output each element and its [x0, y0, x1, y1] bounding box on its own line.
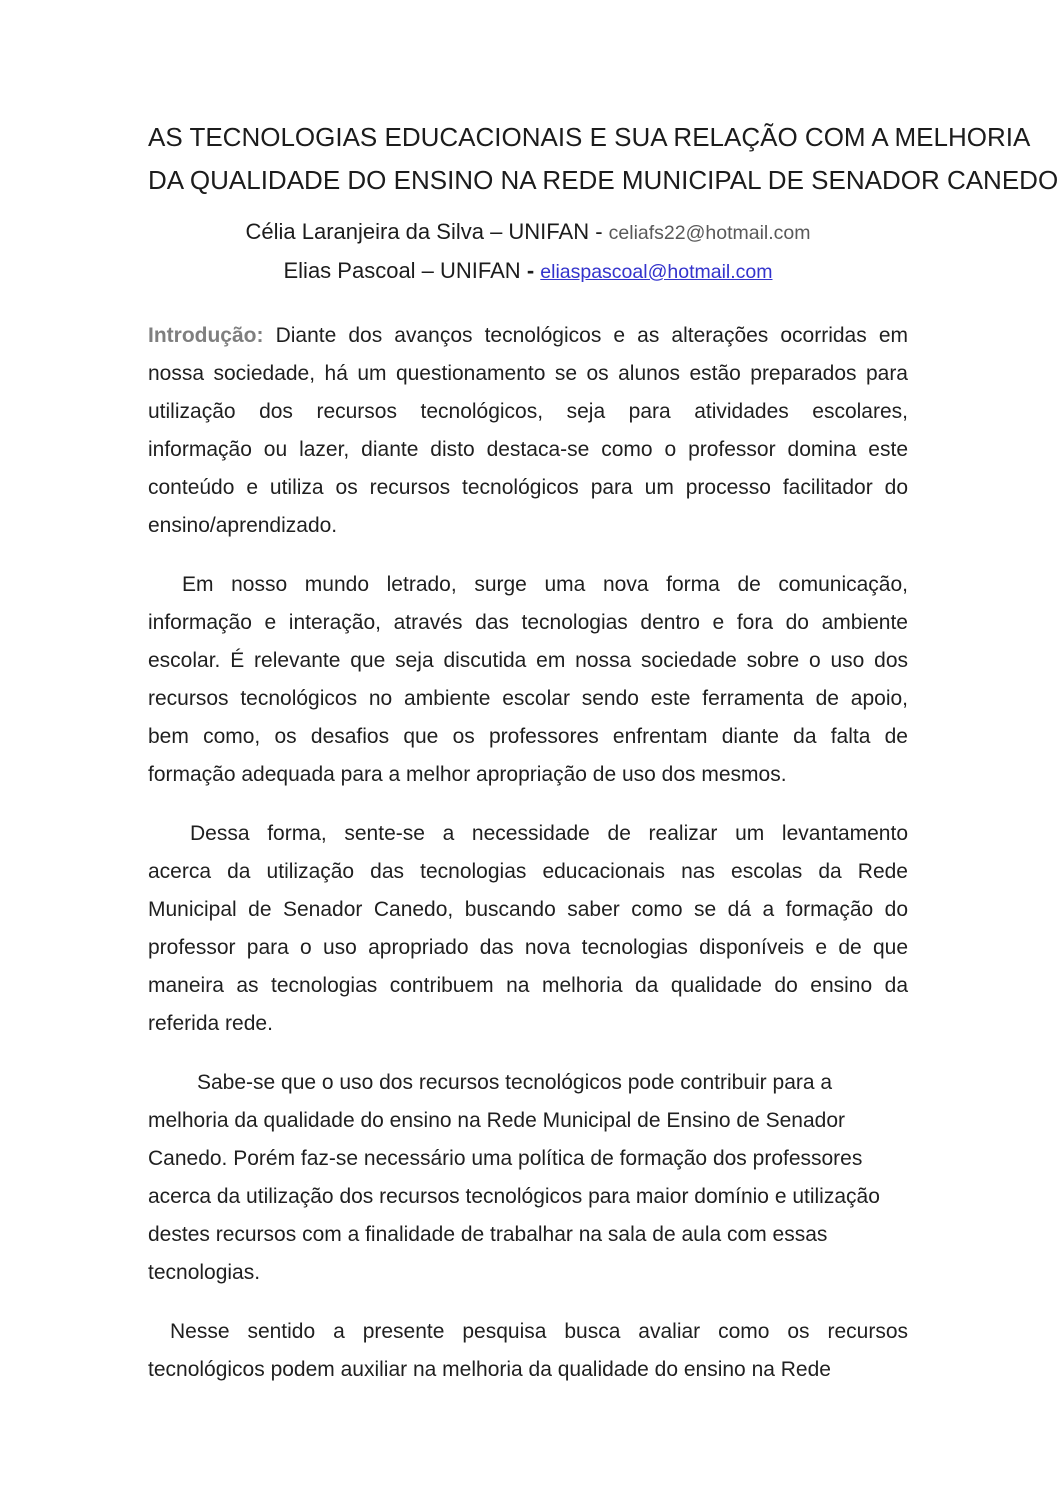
paragraph	[148, 1064, 908, 1292]
text-line: professor para o uso apropriado das nova tecnologias disponíveis e de que	[148, 936, 908, 959]
text-line: maneira as tecnologias contribuem na melhoria da qualidade do ensino da	[148, 974, 908, 997]
author-line-1	[148, 213, 908, 252]
text-line: Dessa forma, sente-se a necessidade de realizar um levantamento	[190, 822, 908, 845]
text-line: acerca da utilização das tecnologias educacionais nas escolas da Rede	[148, 860, 908, 883]
text-line: tecnológicos podem auxiliar na melhoria da qualidade do ensino na Rede	[148, 1358, 831, 1381]
paragraph	[148, 317, 908, 545]
author-2-separator: -	[526, 258, 541, 283]
text-line: destes recursos com a finalidade de trabalhar na sala de aula com essas	[148, 1223, 828, 1246]
text-line: acerca da utilização dos recursos tecnológicos para maior domínio e utilização	[148, 1185, 880, 1208]
text-line: Nesse sentido a presente pesquisa busca avaliar como os recursos	[170, 1320, 908, 1343]
author-2-name: Elias Pascoal – UNIFAN	[283, 258, 527, 283]
text-line: escolar. É relevante que seja discutida em nossa sociedade sobre o uso dos	[148, 649, 908, 672]
text-line: recursos tecnológicos no ambiente escolar sendo este ferramenta de apoio,	[148, 687, 908, 710]
paragraph	[148, 815, 908, 1043]
text-line: ensino/aprendizado.	[148, 514, 338, 537]
text-line: formação adequada para a melhor apropriação de uso dos mesmos.	[148, 763, 787, 786]
title-line-1: AS TECNOLOGIAS EDUCACIONAIS E SUA RELAÇÃO COM A MELHORIA	[148, 122, 1031, 152]
text-line: Canedo. Porém faz-se necessário uma política de formação dos professores	[148, 1147, 863, 1170]
author-2-email-link[interactable]: eliaspascoal@hotmail.com	[540, 261, 773, 283]
text-line: Municipal de Senador Canedo, buscando saber como se dá a formação do	[148, 898, 908, 921]
paragraph	[148, 1313, 908, 1389]
title-line-2: DA QUALIDADE DO ENSINO NA REDE MUNICIPAL DE SENADOR CANEDO	[148, 165, 1058, 195]
paragraph	[148, 566, 908, 794]
author-1-name: Célia Laranjeira da Silva – UNIFAN -	[245, 219, 609, 244]
text-line: Sabe-se que o uso dos recursos tecnológicos pode contribuir para a	[197, 1071, 833, 1094]
text-line: bem como, os desafios que os professores enfrentam diante da falta de	[148, 725, 908, 748]
paragraph-lead-label: Introdução:	[148, 324, 264, 347]
document-body	[148, 317, 908, 1389]
text-line: melhoria da qualidade do ensino na Rede Municipal de Ensino de Senador	[148, 1109, 845, 1132]
text-line: conteúdo e utiliza os recursos tecnológicos para um processo facilitador do	[148, 476, 908, 499]
text-line: Em nosso mundo letrado, surge uma nova forma de comunicação,	[182, 573, 908, 596]
text-line: nossa sociedade, há um questionamento se os alunos estão preparados para	[148, 362, 908, 385]
authors-block	[148, 213, 908, 291]
document-title	[148, 116, 1058, 202]
text-line: informação ou lazer, diante disto destaca-se como o professor domina este	[148, 438, 908, 461]
text-line: utilização dos recursos tecnológicos, seja para atividades escolares,	[148, 400, 908, 423]
text-line: informação e interação, através das tecnologias dentro e fora do ambiente	[148, 611, 908, 634]
author-1-email: celiafs22@hotmail.com	[608, 222, 811, 244]
text-line: Introdução: Diante dos avanços tecnológicos e as alterações ocorridas em	[148, 324, 908, 347]
author-line-2	[148, 252, 908, 291]
text-line: referida rede.	[148, 1012, 273, 1035]
text-line: tecnologias.	[148, 1261, 261, 1284]
